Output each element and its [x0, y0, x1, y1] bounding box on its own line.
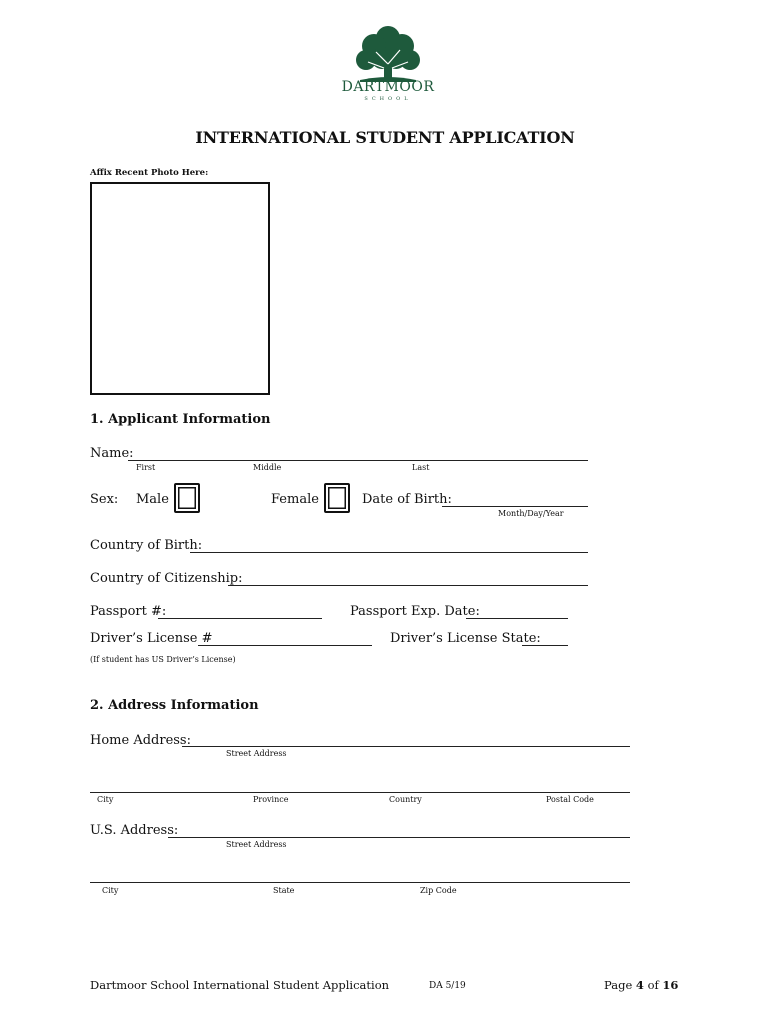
- country-birth-label: Country of Birth:: [90, 538, 203, 553]
- section-applicant-heading: 1. Applicant Information: [90, 412, 271, 427]
- home-street-field[interactable]: [182, 746, 630, 747]
- page-total: 16: [662, 978, 679, 992]
- home-city-line-field[interactable]: [90, 792, 630, 793]
- country-citizenship-label: Country of Citizenship:: [90, 571, 243, 586]
- footer-form-code: DA 5/19: [429, 981, 466, 991]
- country-birth-field[interactable]: [190, 552, 588, 553]
- us-street-field[interactable]: [168, 837, 630, 838]
- home-postal-hint: Postal Code: [546, 795, 594, 804]
- section-address-heading: 2. Address Information: [90, 698, 259, 713]
- dob-label: Date of Birth:: [362, 492, 452, 507]
- name-middle-hint: Middle: [253, 463, 282, 472]
- passport-exp-label: Passport Exp. Date:: [350, 604, 480, 619]
- us-city-line-field[interactable]: [90, 882, 630, 883]
- page-prefix: Page: [604, 978, 633, 992]
- photo-box[interactable]: [90, 182, 270, 395]
- logo-wordmark: DARTMOOR: [341, 79, 435, 95]
- dob-hint: Month/Day/Year: [498, 509, 564, 518]
- footer-page-number: [604, 978, 678, 992]
- sex-label: Sex:: [90, 492, 119, 507]
- page-of: of: [647, 978, 659, 992]
- us-zip-hint: Zip Code: [420, 886, 457, 895]
- home-address-label: Home Address:: [90, 733, 191, 748]
- name-label: Name:: [90, 446, 134, 461]
- country-citizenship-field[interactable]: [228, 585, 588, 586]
- us-city-hint: City: [102, 886, 119, 895]
- page-current: 4: [635, 978, 644, 992]
- female-checkbox[interactable]: [324, 483, 350, 513]
- home-city-hint: City: [97, 795, 114, 804]
- license-label: Driver’s License #: [90, 631, 213, 646]
- home-country-hint: Country: [389, 795, 422, 804]
- license-state-field[interactable]: [522, 645, 568, 646]
- name-field[interactable]: [128, 460, 588, 461]
- footer-title: Dartmoor School International Student Application: [90, 978, 390, 992]
- home-province-hint: Province: [253, 795, 289, 804]
- home-street-hint: Street Address: [226, 749, 287, 758]
- us-street-hint: Street Address: [226, 840, 287, 849]
- us-state-hint: State: [273, 886, 295, 895]
- male-checkbox[interactable]: [174, 483, 200, 513]
- passport-label: Passport #:: [90, 604, 167, 619]
- us-address-label: U.S. Address:: [90, 823, 179, 838]
- passport-field[interactable]: [158, 618, 322, 619]
- female-label: Female: [271, 492, 319, 507]
- license-note: (If student has US Driver’s License): [90, 655, 236, 664]
- name-first-hint: First: [136, 463, 156, 472]
- dob-field[interactable]: [442, 506, 588, 507]
- logo-subtitle: SCHOOL: [364, 96, 412, 102]
- page-title: INTERNATIONAL STUDENT APPLICATION: [195, 128, 575, 147]
- male-label: Male: [136, 492, 169, 507]
- license-field[interactable]: [198, 645, 372, 646]
- passport-exp-field[interactable]: [466, 618, 568, 619]
- license-state-label: Driver’s License State:: [390, 631, 541, 646]
- photo-label: Affix Recent Photo Here:: [90, 168, 209, 178]
- name-last-hint: Last: [412, 463, 430, 472]
